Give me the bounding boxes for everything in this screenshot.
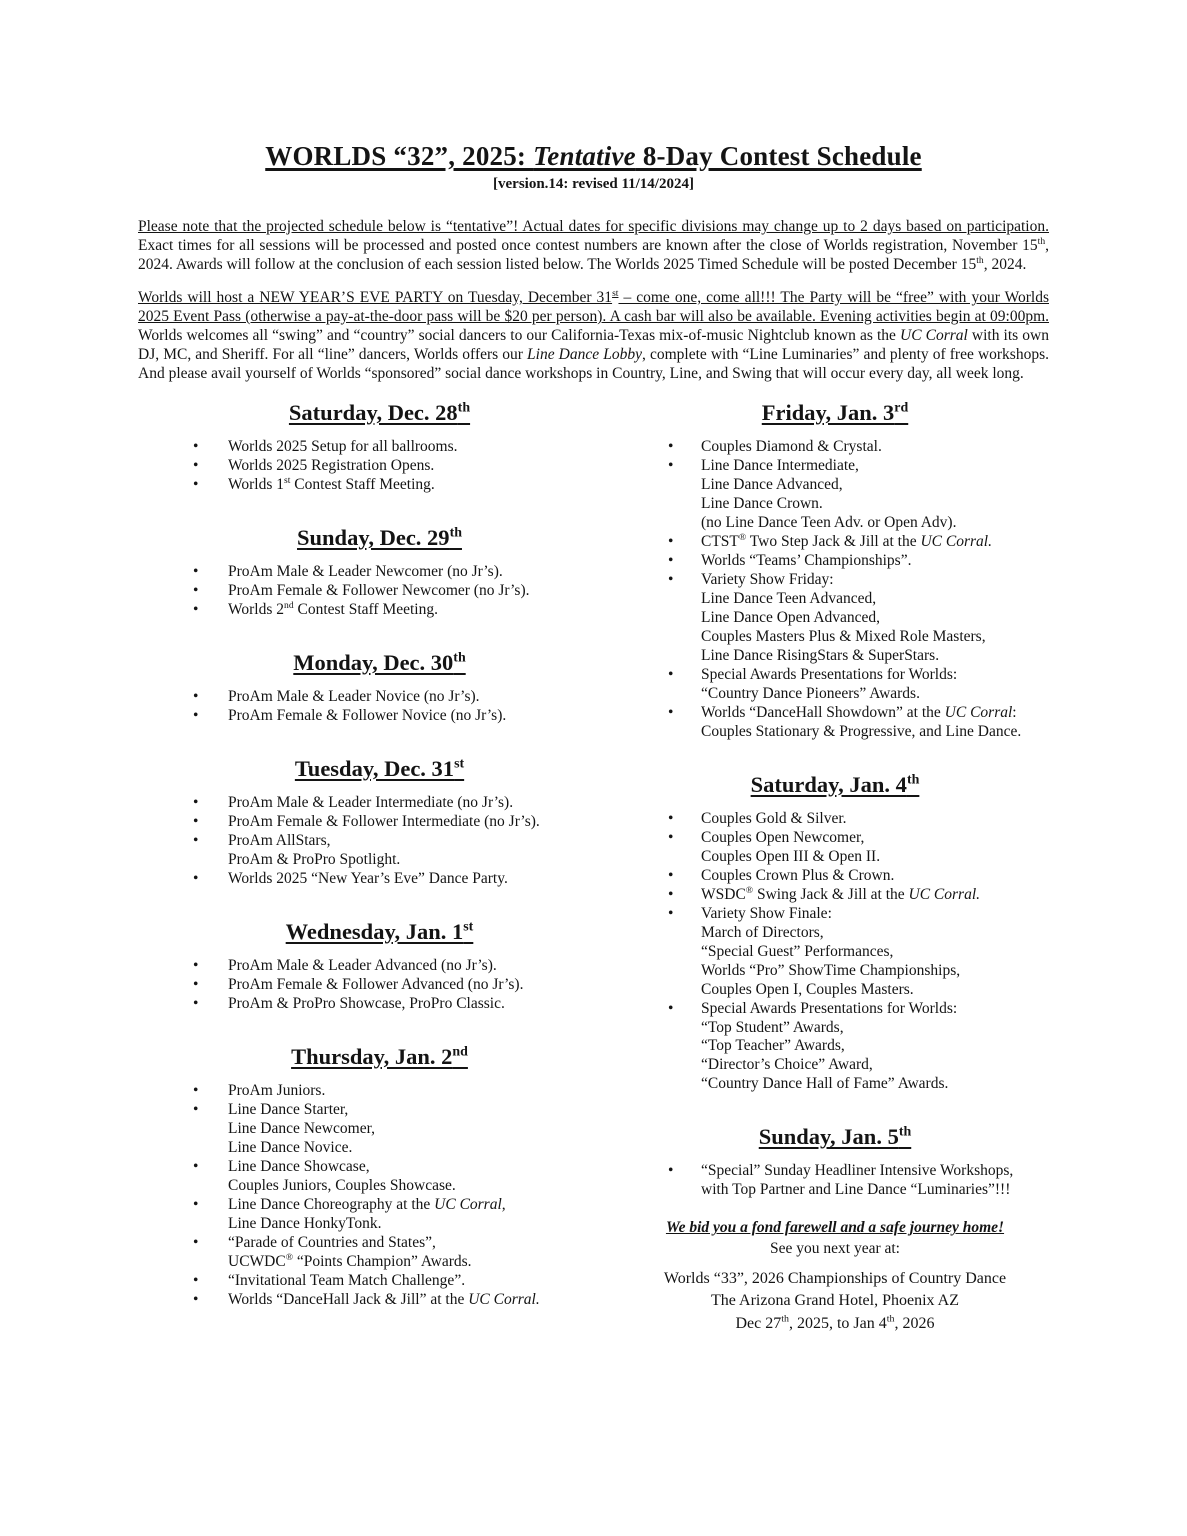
text-segment: Line Dance HonkyTonk. — [228, 1214, 382, 1232]
event-line — [701, 810, 1049, 829]
text-segment: , 2026 — [894, 1315, 935, 1333]
next-event-line — [621, 1313, 1049, 1336]
event-item — [621, 571, 1049, 666]
event-line — [701, 571, 1049, 590]
text-segment: UC Corral. — [908, 885, 981, 903]
event-list — [138, 563, 621, 620]
text-segment: “Invitational Team Match Challenge”. — [228, 1271, 466, 1289]
event-line — [228, 1158, 621, 1177]
bullet-icon: • — [193, 1271, 199, 1289]
event-line — [228, 794, 621, 813]
superscript-text: th — [1037, 235, 1046, 247]
bullet-icon: • — [193, 956, 199, 974]
event-line — [228, 851, 621, 870]
text-segment: Worlds “33”, 2026 Championships of Country Dance — [663, 1269, 1007, 1287]
event-line — [701, 1181, 1049, 1200]
bullet-icon: • — [668, 437, 674, 455]
text-segment: “Country Dance Pioneers” Awards. — [701, 684, 920, 702]
text-segment: UC Corral — [900, 326, 968, 344]
text-segment: Exact times for all sessions will be processed and posted once contest numbers are known after the close of Worlds registration, November 15 — [138, 237, 1038, 255]
text-segment: Couples Juniors, Couples Showcase. — [228, 1176, 456, 1194]
superscript-text: st — [463, 919, 474, 935]
superscript-text: st — [454, 756, 465, 772]
text-segment: Couples Stationary & Progressive, and Line Dance. — [701, 722, 1022, 740]
event-line — [228, 976, 621, 995]
text-segment: – come one, come all!!! The Party will be “free” with your Worlds 2025 Event Pass (otherwise a pay-at-the-door pass will be $20 per person). A cash bar will also be available. Evening activities begin at 09:00pm. — [138, 289, 1049, 325]
text-segment: Worlds 1 — [228, 475, 285, 493]
event-line — [701, 905, 1049, 924]
event-item — [138, 457, 621, 476]
text-segment: Line Dance Lobby — [527, 345, 642, 363]
superscript-text: th — [449, 525, 462, 541]
event-line — [701, 848, 1049, 867]
column-left-sections — [138, 399, 621, 1310]
event-item — [138, 870, 621, 889]
text-segment: Line Dance Intermediate, — [701, 456, 859, 474]
event-line — [701, 1056, 1049, 1075]
text-segment: The Arizona Grand Hotel, Phoenix AZ — [711, 1292, 959, 1310]
text-segment: ProAm Male & Leader Advanced (no Jr’s). — [228, 956, 497, 974]
event-list — [621, 810, 1049, 1095]
text-segment: ProAm Male & Leader Intermediate (no Jr’s). — [228, 793, 514, 811]
event-line — [228, 1139, 621, 1158]
text-segment: “Top Student” Awards, — [701, 1018, 844, 1036]
text-segment: , 2024. Awards will follow at the conclusion of each session listed below. The Worlds 2025 Timed Schedule will be posted December 15 — [138, 237, 1049, 274]
event-line — [701, 609, 1049, 628]
bullet-icon: • — [668, 532, 674, 550]
bullet-icon: • — [668, 551, 674, 569]
day-heading — [138, 649, 621, 676]
event-item — [138, 476, 621, 495]
event-item — [621, 438, 1049, 457]
event-item — [621, 457, 1049, 533]
text-segment: “Country Dance Hall of Fame” Awards. — [701, 1075, 949, 1093]
event-line — [701, 438, 1049, 457]
event-list — [138, 957, 621, 1014]
text-segment: Line Dance Advanced, — [701, 475, 843, 493]
text-segment: Swing Jack & Jill at the — [753, 885, 909, 903]
event-line — [701, 1162, 1049, 1181]
version-line: [version.14: revised 11/14/2024] — [493, 176, 694, 193]
event-line — [228, 563, 621, 582]
event-line — [701, 514, 1049, 533]
event-line — [228, 1215, 621, 1234]
event-item — [621, 1000, 1049, 1095]
text-segment: ProAm AllStars, — [228, 831, 331, 849]
text-segment: with its own DJ, MC, and Sheriff. For all “line” dancers, Worlds offers our — [138, 326, 1049, 363]
event-line — [228, 688, 621, 707]
bullet-icon: • — [193, 869, 199, 887]
event-item — [138, 1291, 621, 1310]
event-line — [228, 1253, 621, 1272]
text-segment: Thursday, Jan. 2 — [291, 1043, 453, 1069]
bullet-icon: • — [668, 570, 674, 588]
text-segment: Line Dance Choreography at the — [228, 1195, 435, 1213]
bullet-icon: • — [193, 1100, 199, 1118]
text-segment: Worlds “Teams’ Championships”. — [701, 551, 912, 569]
text-segment: , 2025, to Jan 4 — [788, 1315, 887, 1333]
footer — [621, 1218, 1049, 1335]
text-segment: Line Dance Showcase, — [228, 1157, 370, 1175]
event-line — [228, 1291, 621, 1310]
event-item — [138, 707, 621, 726]
column-right-sections — [621, 399, 1049, 1200]
bullet-icon: • — [193, 793, 199, 811]
superscript-text: ® — [285, 1251, 293, 1263]
text-segment: Tentative — [533, 141, 636, 171]
bullet-icon: • — [668, 456, 674, 474]
event-item — [138, 794, 621, 813]
superscript-text: th — [453, 650, 466, 666]
event-list — [138, 688, 621, 726]
text-segment: Couples Masters Plus & Mixed Role Masters, — [701, 627, 986, 645]
event-list — [621, 438, 1049, 742]
bullet-icon: • — [668, 866, 674, 884]
text-segment: Tuesday, Dec. 31 — [294, 755, 455, 781]
text-segment: “Special” Sunday Headliner Intensive Workshops, — [701, 1162, 1014, 1180]
text-segment: Monday, Dec. 30 — [293, 649, 454, 675]
event-item — [138, 1082, 621, 1101]
event-item — [138, 1101, 621, 1158]
event-line — [228, 601, 621, 620]
bullet-icon: • — [193, 562, 199, 580]
event-item — [138, 957, 621, 976]
text-segment: Worlds 2025 Registration Opens. — [228, 456, 435, 474]
event-item — [138, 995, 621, 1014]
superscript-text: th — [886, 1313, 895, 1325]
text-segment: 8-Day Contest Schedule — [635, 141, 922, 171]
superscript-text: rd — [894, 400, 909, 416]
event-item — [621, 533, 1049, 552]
text-segment: Line Dance Newcomer, — [228, 1119, 375, 1137]
day-heading — [138, 399, 621, 426]
event-item — [138, 1272, 621, 1291]
text-segment: Worlds “Pro” ShowTime Championships, — [701, 961, 961, 979]
text-segment: Friday, Jan. 3 — [761, 399, 895, 425]
text-segment: WSDC — [701, 885, 746, 903]
event-line — [701, 647, 1049, 666]
text-segment: with Top Partner and Line Dance “Luminaries”!!! — [701, 1181, 1011, 1199]
event-line — [701, 1000, 1049, 1019]
event-line — [228, 457, 621, 476]
event-line — [228, 582, 621, 601]
text-segment: UC Corral, — [434, 1195, 506, 1213]
day-heading — [621, 399, 1049, 426]
day-heading — [138, 918, 621, 945]
event-item — [621, 886, 1049, 905]
event-item — [621, 1162, 1049, 1200]
bullet-icon: • — [193, 600, 199, 618]
event-line — [228, 1234, 621, 1253]
bullet-icon: • — [668, 665, 674, 683]
text-segment: , 2024. — [983, 256, 1027, 274]
event-item — [138, 1234, 621, 1272]
bullet-icon: • — [193, 456, 199, 474]
event-item — [621, 867, 1049, 886]
bullet-icon: • — [193, 812, 199, 830]
farewell-line — [621, 1218, 1049, 1238]
bullet-icon: • — [668, 885, 674, 903]
text-segment: Couples Open I, Couples Masters. — [701, 980, 914, 998]
text-segment: Two Step Jack & Jill at the — [746, 532, 921, 550]
event-line — [701, 1075, 1049, 1094]
bullet-icon: • — [193, 1157, 199, 1175]
bullet-icon: • — [193, 831, 199, 849]
bullet-icon: • — [193, 687, 199, 705]
text-segment: Saturday, Jan. 4 — [750, 771, 907, 797]
event-line — [701, 962, 1049, 981]
text-segment: “Special Guest” Performances, — [701, 942, 894, 960]
event-item — [621, 810, 1049, 829]
event-list — [138, 1082, 621, 1310]
text-segment: ProAm & ProPro Showcase, ProPro Classic. — [228, 994, 505, 1012]
bullet-icon: • — [193, 1290, 199, 1308]
text-segment: Worlds 2025 Setup for all ballrooms. — [228, 437, 458, 455]
text-segment: Worlds “DanceHall Showdown” at the — [701, 703, 945, 721]
text-segment: Worlds will host a NEW YEAR’S EVE PARTY on Tuesday, December 31 — [138, 289, 613, 306]
text-segment: Sunday, Dec. 29 — [297, 524, 450, 550]
event-item — [138, 1158, 621, 1196]
event-line — [228, 870, 621, 889]
event-line — [701, 981, 1049, 1000]
column-left — [138, 384, 621, 1336]
bullet-icon: • — [668, 809, 674, 827]
text-segment: Special Awards Presentations for Worlds: — [701, 665, 958, 683]
text-segment: Worlds welcomes all “swing” and “country” social dancers to our California-Texas mix-of-music Nightclub known as the — [138, 326, 900, 344]
event-line — [228, 832, 621, 851]
text-segment: March of Directors, — [701, 923, 824, 941]
text-segment: “Parade of Countries and States”, — [228, 1233, 436, 1251]
bullet-icon: • — [193, 475, 199, 493]
superscript-text: th — [898, 1124, 912, 1140]
text-segment: UC Corral — [944, 703, 1013, 721]
text-segment: ProAm & ProPro Spotlight. — [228, 850, 401, 868]
bullet-icon: • — [193, 975, 199, 993]
superscript-text: th — [781, 1313, 789, 1325]
page-title — [138, 141, 1049, 172]
event-line — [228, 957, 621, 976]
bullet-icon: • — [193, 1081, 199, 1099]
bullet-icon: • — [668, 904, 674, 922]
text-segment: Dec 27 — [735, 1315, 782, 1333]
text-segment: ProAm Female & Follower Newcomer (no Jr’s). — [228, 581, 530, 599]
text-segment: Sunday, Jan. 5 — [758, 1124, 899, 1150]
text-segment: WORLDS “32”, 2025: — [265, 141, 534, 171]
text-segment: Wednesday, Jan. 1 — [285, 918, 464, 944]
text-segment: Couples Crown Plus & Crown. — [701, 866, 895, 884]
event-item — [621, 666, 1049, 704]
text-segment: (no Line Dance Teen Adv. or Open Adv). — [701, 513, 957, 531]
next-event-line — [621, 1268, 1049, 1291]
event-line — [701, 457, 1049, 476]
text-segment: Couples Open III & Open II. — [701, 847, 881, 865]
event-line — [701, 829, 1049, 848]
text-segment: Couples Gold & Silver. — [701, 809, 847, 827]
intro-paragraph-2 — [138, 289, 1049, 384]
text-segment: UC Corral. — [468, 1290, 540, 1308]
text-segment: Line Dance Open Advanced, — [701, 608, 881, 626]
superscript-text: nd — [284, 599, 294, 611]
event-line — [701, 533, 1049, 552]
text-segment: “Top Teacher” Awards, — [701, 1037, 845, 1055]
text-segment: Line Dance Crown. — [701, 494, 823, 512]
event-item — [621, 552, 1049, 571]
event-line — [701, 1037, 1049, 1056]
text-segment: ProAm Juniors. — [228, 1081, 326, 1099]
event-item — [138, 582, 621, 601]
bullet-icon: • — [193, 994, 199, 1012]
superscript-text: st — [284, 474, 291, 486]
text-segment: Line Dance Starter, — [228, 1100, 349, 1118]
event-line — [701, 924, 1049, 943]
superscript-text: ® — [738, 531, 747, 543]
event-line — [228, 995, 621, 1014]
event-line — [701, 867, 1049, 886]
text-segment: ProAm Male & Leader Newcomer (no Jr’s). — [228, 562, 503, 580]
text-segment: , complete with “Line Luminaries” and plenty of free workshops. And please avail yourself of Worlds “sponsored” social dance workshops in Country, Line, and Swing that will occur every day, all week long. — [138, 345, 1049, 382]
event-line — [228, 476, 621, 495]
text-segment: “Points Champion” Awards. — [293, 1252, 472, 1270]
superscript-text: st — [612, 287, 619, 299]
event-line — [228, 707, 621, 726]
event-item — [138, 832, 621, 870]
event-line — [701, 666, 1049, 685]
text-segment: Variety Show Friday: — [701, 570, 834, 588]
text-segment: Worlds “DanceHall Jack & Jill” at the — [228, 1290, 469, 1308]
text-segment: Contest Staff Meeting. — [290, 475, 435, 493]
text-segment: Line Dance Novice. — [228, 1138, 353, 1156]
next-event-block — [621, 1268, 1049, 1336]
see-you-line: See you next year at: — [770, 1239, 900, 1257]
text-segment: ProAm Female & Follower Advanced (no Jr’s). — [228, 975, 524, 993]
event-line — [701, 886, 1049, 905]
text-segment: CTST — [701, 532, 739, 550]
event-list — [138, 438, 621, 495]
superscript-text: th — [457, 400, 471, 416]
text-segment: UCWDC — [228, 1252, 286, 1270]
text-segment: Couples Diamond & Crystal. — [701, 437, 882, 455]
event-line — [228, 1272, 621, 1291]
event-item — [621, 829, 1049, 867]
event-line — [701, 1019, 1049, 1038]
text-segment: : — [1012, 703, 1017, 721]
event-line — [228, 1082, 621, 1101]
event-line — [228, 1196, 621, 1215]
text-segment: ProAm Female & Follower Novice (no Jr’s). — [228, 706, 507, 724]
bullet-icon: • — [193, 706, 199, 724]
bullet-icon: • — [193, 437, 199, 455]
event-line — [701, 476, 1049, 495]
event-line — [228, 1120, 621, 1139]
text-segment: UC Corral. — [920, 532, 992, 550]
event-item — [138, 601, 621, 620]
column-right — [621, 384, 1049, 1336]
text-segment: ProAm Female & Follower Intermediate (no Jr’s). — [228, 812, 540, 830]
event-item — [138, 976, 621, 995]
bullet-icon: • — [668, 1162, 674, 1180]
event-item — [621, 704, 1049, 742]
event-line — [228, 1177, 621, 1196]
day-heading — [138, 755, 621, 782]
event-line — [701, 723, 1049, 742]
text-segment: ProAm Male & Leader Novice (no Jr’s). — [228, 687, 480, 705]
event-line — [701, 552, 1049, 571]
event-item — [138, 688, 621, 707]
text-segment: Worlds 2 — [228, 600, 285, 618]
event-line — [228, 1101, 621, 1120]
bullet-icon: • — [193, 1233, 199, 1251]
event-item — [138, 438, 621, 457]
event-item — [138, 1196, 621, 1234]
event-item — [621, 905, 1049, 1000]
text-segment: Line Dance Teen Advanced, — [701, 589, 877, 607]
day-heading — [138, 1043, 621, 1070]
text-segment: “Director’s Choice” Award, — [701, 1056, 873, 1074]
day-heading — [621, 771, 1049, 798]
superscript-text: th — [906, 772, 920, 788]
text-segment: Saturday, Dec. 28 — [288, 399, 458, 425]
text-segment: Couples Open Newcomer, — [701, 828, 865, 846]
text-segment: Variety Show Finale: — [701, 904, 832, 922]
event-item — [138, 563, 621, 582]
event-list — [138, 794, 621, 889]
bullet-icon: • — [668, 703, 674, 721]
event-line — [228, 438, 621, 457]
event-line — [701, 704, 1049, 723]
superscript-text: nd — [452, 1044, 468, 1060]
schedule-columns — [138, 384, 1049, 1336]
day-heading — [621, 1123, 1049, 1150]
intro-paragraph-1 — [138, 218, 1049, 275]
text-segment: Contest Staff Meeting. — [293, 600, 438, 618]
event-list — [621, 1162, 1049, 1200]
bullet-icon: • — [668, 999, 674, 1017]
text-segment: Worlds 2025 “New Year’s Eve” Dance Party. — [228, 869, 508, 887]
text-segment: Special Awards Presentations for Worlds: — [701, 999, 958, 1017]
event-line — [701, 495, 1049, 514]
text-segment: Line Dance RisingStars & SuperStars. — [701, 646, 940, 664]
text-segment: Please note that the projected schedule below is “tentative”! Actual dates for specific divisions may change up to 2 days based on participation. — [138, 218, 1049, 236]
event-line — [701, 590, 1049, 609]
bullet-icon: • — [193, 581, 199, 599]
bullet-icon: • — [193, 1195, 199, 1213]
event-item — [138, 813, 621, 832]
event-line — [228, 813, 621, 832]
bullet-icon: • — [668, 828, 674, 846]
event-line — [701, 685, 1049, 704]
superscript-text: th — [976, 254, 984, 266]
day-heading — [138, 524, 621, 551]
superscript-text: ® — [745, 884, 754, 896]
event-line — [701, 628, 1049, 647]
next-event-line — [621, 1290, 1049, 1313]
text-segment: We bid you a fond farewell and a safe journey home! — [665, 1219, 1005, 1237]
event-line — [701, 943, 1049, 962]
